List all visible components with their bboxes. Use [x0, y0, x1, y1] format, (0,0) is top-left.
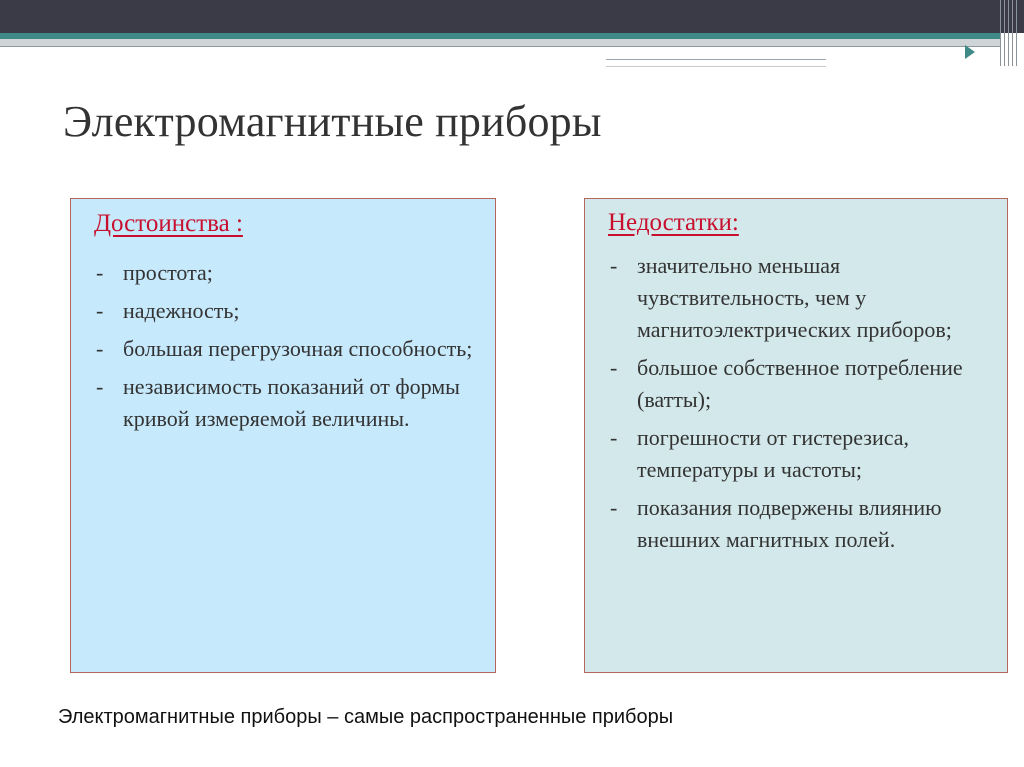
list-item-text: простота;	[123, 260, 213, 285]
list-item-text: независимость показаний от формы кривой измеряемой величины.	[123, 374, 460, 431]
list-item	[610, 352, 1005, 416]
bullet-dash: -	[610, 355, 618, 380]
bullet-dash: -	[96, 374, 104, 399]
bullet-dash: -	[610, 425, 618, 450]
slide-caption: Электромагнитные приборы – самые распространенные приборы	[58, 706, 674, 728]
slide-title: Электромагнитные приборы	[63, 97, 602, 146]
pros-panel	[70, 198, 496, 673]
header-dark-bar	[0, 0, 1024, 33]
list-item-text: погрешности от гистерезиса, температуры и частоты;	[637, 425, 910, 482]
bullet-dash: -	[610, 253, 618, 278]
bullet-dash: -	[96, 298, 104, 323]
triangle-marker-icon	[965, 45, 975, 59]
list-item-text: большая перегрузочная способность;	[123, 336, 473, 361]
cons-list	[610, 250, 1005, 562]
header-accent-line	[606, 59, 826, 60]
bullet-dash: -	[96, 336, 104, 361]
bullet-dash: -	[96, 260, 104, 285]
header-grey-bar	[0, 39, 1000, 46]
list-item	[610, 422, 1005, 486]
header-vertical-stripes	[1000, 0, 1018, 66]
cons-heading: Недостатки:	[608, 209, 739, 236]
list-item	[96, 257, 491, 289]
list-item	[610, 250, 1005, 346]
list-item-text: большое собственное потребление (ватты);	[637, 355, 963, 412]
pros-list	[96, 257, 491, 441]
pros-heading: Достоинства :	[94, 210, 243, 237]
list-item-text: значительно меньшая чувствительность, чем у магнитоэлектрических приборов;	[637, 253, 952, 342]
list-item	[96, 333, 491, 365]
list-item	[610, 492, 1005, 556]
list-item	[96, 295, 491, 327]
cons-panel	[584, 198, 1008, 673]
list-item-text: показания подвержены влиянию внешних магнитных полей.	[637, 495, 942, 552]
header-divider-line	[0, 46, 1000, 47]
list-item	[96, 371, 491, 435]
list-item-text: надежность;	[123, 298, 240, 323]
header-accent-line-light	[606, 66, 826, 67]
bullet-dash: -	[610, 495, 618, 520]
